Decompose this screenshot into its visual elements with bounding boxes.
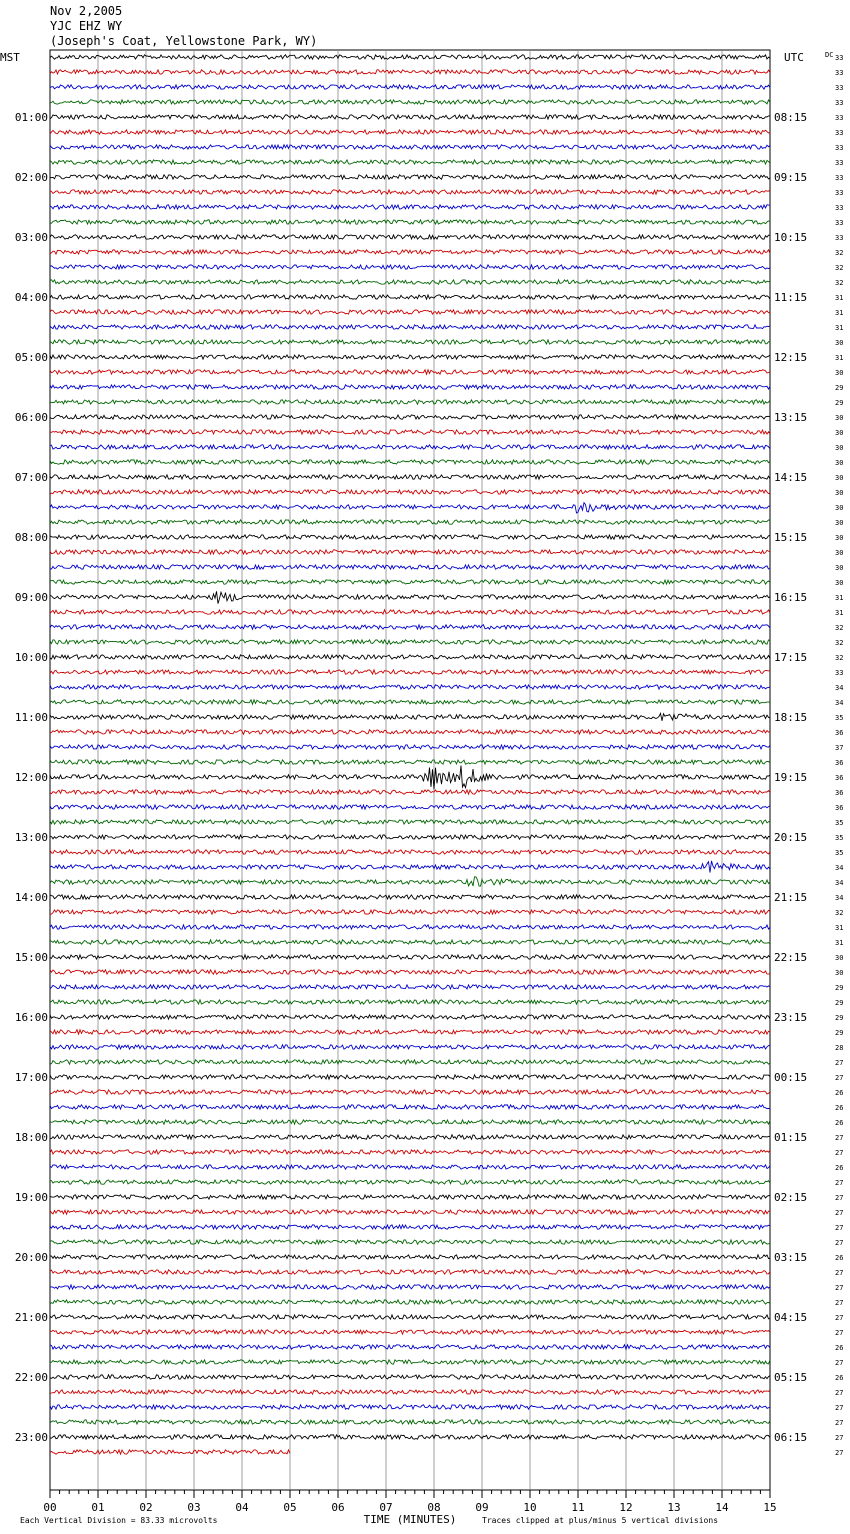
seismogram-trace bbox=[50, 1225, 770, 1229]
utc-hour-label: 09:15 bbox=[774, 171, 808, 184]
seismogram-trace bbox=[50, 1000, 770, 1004]
dc-offset-label: 30 bbox=[835, 459, 844, 467]
dc-offset-label: 34 bbox=[835, 864, 844, 872]
dc-offset-label: 30 bbox=[835, 444, 844, 452]
seismogram-trace bbox=[50, 670, 770, 674]
dc-offset-label: 34 bbox=[835, 879, 844, 887]
utc-axis-label: UTC bbox=[784, 51, 804, 64]
mst-hour-label: 19:00 bbox=[14, 1191, 48, 1204]
x-tick-label: 15 bbox=[763, 1501, 777, 1514]
dc-offset-label: 33 bbox=[835, 129, 844, 137]
x-tick-label: 10 bbox=[523, 1501, 537, 1514]
seismogram-trace bbox=[50, 130, 770, 134]
seismogram-trace bbox=[50, 490, 770, 494]
dc-offset-label: 29 bbox=[835, 1029, 844, 1037]
dc-offset-label: 30 bbox=[835, 339, 844, 347]
mst-hour-label: 23:00 bbox=[14, 1431, 48, 1444]
utc-hour-label: 20:15 bbox=[774, 831, 808, 844]
dc-offset-label: 33 bbox=[835, 159, 844, 167]
dc-offset-label: 33 bbox=[835, 174, 844, 182]
dc-offset-label: 30 bbox=[835, 564, 844, 572]
utc-hour-label: 00:15 bbox=[774, 1071, 808, 1084]
dc-offset-label: 31 bbox=[835, 939, 844, 947]
utc-hour-label: 21:15 bbox=[774, 891, 808, 904]
seismogram-trace bbox=[50, 235, 770, 239]
dc-offset-label: 29 bbox=[835, 399, 844, 407]
seismogram-trace bbox=[50, 1165, 770, 1169]
dc-offset-label: 30 bbox=[835, 579, 844, 587]
dc-offset-label: 30 bbox=[835, 474, 844, 482]
seismogram-trace bbox=[50, 415, 770, 419]
dc-offset-label: 30 bbox=[835, 504, 844, 512]
seismogram-trace bbox=[50, 1360, 770, 1364]
x-tick-label: 00 bbox=[43, 1501, 57, 1514]
dc-offset-label: 32 bbox=[835, 249, 844, 257]
dc-offset-label: 33 bbox=[835, 114, 844, 122]
dc-offset-label: 27 bbox=[835, 1224, 844, 1232]
seismogram-trace bbox=[50, 475, 770, 479]
utc-hour-label: 19:15 bbox=[774, 771, 808, 784]
seismogram-trace bbox=[50, 1405, 770, 1409]
dc-offset-label: 26 bbox=[835, 1119, 844, 1127]
dc-offset-label: 33 bbox=[835, 669, 844, 677]
seismogram-trace bbox=[50, 325, 770, 329]
dc-offset-label: 36 bbox=[835, 774, 844, 782]
dc-offset-label: 27 bbox=[835, 1419, 844, 1427]
mst-hour-label: 04:00 bbox=[14, 291, 48, 304]
x-tick-label: 13 bbox=[667, 1501, 681, 1514]
dc-offset-label: 32 bbox=[835, 624, 844, 632]
x-tick-label: 02 bbox=[139, 1501, 153, 1514]
dc-offset-label: 36 bbox=[835, 804, 844, 812]
dc-offset-label: 31 bbox=[835, 609, 844, 617]
seismogram-trace bbox=[50, 1240, 770, 1244]
location-label: (Joseph's Coat, Yellowstone Park, WY) bbox=[50, 34, 318, 48]
x-axis-label: TIME (MINUTES) bbox=[363, 1513, 457, 1526]
mst-axis-label: MST bbox=[0, 51, 20, 64]
mst-hour-label: 07:00 bbox=[14, 471, 48, 484]
x-tick-label: 01 bbox=[91, 1501, 105, 1514]
dc-offset-label: 32 bbox=[835, 264, 844, 272]
dc-offset-label: 34 bbox=[835, 894, 844, 902]
mst-hour-label: 21:00 bbox=[14, 1311, 48, 1324]
seismogram-trace bbox=[50, 503, 770, 513]
seismogram-trace bbox=[50, 1060, 770, 1064]
seismogram-trace bbox=[50, 970, 770, 974]
dc-offset-label: 33 bbox=[835, 69, 844, 77]
utc-hour-label: 15:15 bbox=[774, 531, 808, 544]
x-tick-label: 14 bbox=[715, 1501, 729, 1514]
dc-offset-label: 33 bbox=[835, 84, 844, 92]
dc-offset-label: 27 bbox=[835, 1314, 844, 1322]
dc-offset-label: 28 bbox=[835, 1044, 844, 1052]
dc-offset-label: 30 bbox=[835, 519, 844, 527]
dc-offset-label: 36 bbox=[835, 729, 844, 737]
seismogram-trace bbox=[50, 355, 770, 359]
dc-offset-label: 27 bbox=[835, 1074, 844, 1082]
dc-offset-label: 27 bbox=[835, 1194, 844, 1202]
seismogram-trace bbox=[50, 400, 770, 404]
dc-offset-label: 27 bbox=[835, 1359, 844, 1367]
seismogram-trace bbox=[50, 910, 770, 914]
seismogram-trace bbox=[50, 1150, 770, 1154]
seismogram-trace bbox=[50, 1075, 770, 1079]
dc-offset-label: 35 bbox=[835, 714, 844, 722]
seismogram-trace bbox=[50, 295, 770, 299]
seismogram-trace bbox=[50, 280, 770, 284]
seismogram-trace bbox=[50, 655, 770, 659]
mst-hour-label: 16:00 bbox=[14, 1011, 48, 1024]
seismogram-trace bbox=[50, 895, 770, 899]
utc-hour-label: 11:15 bbox=[774, 291, 808, 304]
seismogram-trace bbox=[50, 160, 770, 164]
mst-hour-label: 01:00 bbox=[14, 111, 48, 124]
dc-offset-label: 30 bbox=[835, 429, 844, 437]
utc-hour-label: 08:15 bbox=[774, 111, 808, 124]
dc-offset-label: 31 bbox=[835, 294, 844, 302]
dc-offset-label: 35 bbox=[835, 834, 844, 842]
seismogram-trace bbox=[50, 713, 770, 720]
mst-hour-label: 06:00 bbox=[14, 411, 48, 424]
mst-hour-label: 02:00 bbox=[14, 171, 48, 184]
mst-hour-label: 20:00 bbox=[14, 1251, 48, 1264]
seismogram-trace bbox=[50, 1015, 770, 1019]
seismogram-trace bbox=[50, 1090, 770, 1094]
x-tick-label: 09 bbox=[475, 1501, 489, 1514]
seismogram-trace bbox=[50, 625, 770, 629]
seismogram-trace bbox=[50, 85, 770, 89]
mst-hour-label: 18:00 bbox=[14, 1131, 48, 1144]
dc-offset-label: 33 bbox=[835, 219, 844, 227]
seismogram-trace bbox=[50, 745, 770, 749]
dc-offset-label: 32 bbox=[835, 279, 844, 287]
mst-hour-label: 22:00 bbox=[14, 1371, 48, 1384]
dc-offset-label: 35 bbox=[835, 819, 844, 827]
mst-hour-label: 11:00 bbox=[14, 711, 48, 724]
seismogram-trace bbox=[50, 445, 770, 449]
dc-offset-label: 27 bbox=[835, 1389, 844, 1397]
dc-offset-label: 27 bbox=[835, 1449, 844, 1457]
seismogram-trace bbox=[50, 805, 770, 809]
dc-offset-label: 33 bbox=[835, 99, 844, 107]
x-tick-label: 08 bbox=[427, 1501, 441, 1514]
utc-hour-label: 22:15 bbox=[774, 951, 808, 964]
utc-hour-label: 16:15 bbox=[774, 591, 808, 604]
seismogram-trace bbox=[50, 760, 770, 764]
dc-offset-label: 30 bbox=[835, 969, 844, 977]
seismogram-trace bbox=[50, 580, 770, 584]
dc-offset-label: 30 bbox=[835, 369, 844, 377]
x-tick-label: 07 bbox=[379, 1501, 393, 1514]
seismogram-trace bbox=[50, 265, 770, 269]
seismogram-trace bbox=[50, 610, 770, 614]
seismogram-trace bbox=[50, 766, 770, 790]
seismogram-trace bbox=[50, 1435, 770, 1439]
seismogram-trace bbox=[50, 1105, 770, 1109]
dc-offset-label: 26 bbox=[835, 1344, 844, 1352]
seismogram-trace bbox=[50, 1330, 770, 1334]
utc-hour-label: 12:15 bbox=[774, 351, 808, 364]
seismogram-trace bbox=[50, 1210, 770, 1214]
seismogram-trace bbox=[50, 1315, 770, 1319]
dc-offset-label: 32 bbox=[835, 639, 844, 647]
seismogram-trace bbox=[50, 685, 770, 689]
seismogram-trace bbox=[50, 985, 770, 989]
dc-label: DC bbox=[825, 51, 834, 59]
seismogram-trace bbox=[50, 535, 770, 539]
utc-hour-label: 18:15 bbox=[774, 711, 808, 724]
utc-hour-label: 03:15 bbox=[774, 1251, 808, 1264]
seismogram-trace bbox=[50, 1285, 770, 1289]
seismogram-trace bbox=[50, 175, 770, 179]
mst-hour-label: 08:00 bbox=[14, 531, 48, 544]
mst-hour-label: 13:00 bbox=[14, 831, 48, 844]
dc-offset-label: 33 bbox=[835, 144, 844, 152]
dc-offset-label: 29 bbox=[835, 984, 844, 992]
dc-offset-label: 27 bbox=[835, 1404, 844, 1412]
utc-hour-label: 14:15 bbox=[774, 471, 808, 484]
seismogram-trace bbox=[50, 205, 770, 209]
seismogram-trace bbox=[50, 835, 770, 839]
seismogram-trace bbox=[50, 1390, 770, 1394]
mst-hour-label: 15:00 bbox=[14, 951, 48, 964]
seismogram-trace bbox=[50, 310, 770, 314]
utc-hour-label: 23:15 bbox=[774, 1011, 808, 1024]
dc-offset-label: 27 bbox=[835, 1329, 844, 1337]
dc-offset-label: 34 bbox=[835, 684, 844, 692]
dc-offset-label: 26 bbox=[835, 1374, 844, 1382]
mst-hour-label: 09:00 bbox=[14, 591, 48, 604]
seismogram-trace bbox=[50, 940, 770, 944]
dc-offset-label: 29 bbox=[835, 999, 844, 1007]
utc-hour-label: 13:15 bbox=[774, 411, 808, 424]
x-tick-label: 11 bbox=[571, 1501, 585, 1514]
seismogram-trace bbox=[50, 640, 770, 644]
utc-hour-label: 01:15 bbox=[774, 1131, 808, 1144]
seismogram-trace bbox=[50, 850, 770, 854]
mst-hour-label: 03:00 bbox=[14, 231, 48, 244]
seismogram-trace bbox=[50, 1375, 770, 1379]
seismogram-trace bbox=[50, 220, 770, 224]
mst-hour-label: 17:00 bbox=[14, 1071, 48, 1084]
seismogram-trace bbox=[50, 591, 770, 603]
seismogram-trace bbox=[50, 790, 770, 794]
dc-offset-label: 31 bbox=[835, 309, 844, 317]
seismogram-trace bbox=[50, 955, 770, 959]
x-tick-label: 04 bbox=[235, 1501, 249, 1514]
seismogram-trace bbox=[50, 1120, 770, 1124]
mst-hour-label: 10:00 bbox=[14, 651, 48, 664]
dc-offset-label: 31 bbox=[835, 924, 844, 932]
dc-offset-label: 31 bbox=[835, 324, 844, 332]
dc-offset-label: 33 bbox=[835, 54, 844, 62]
seismogram-trace bbox=[50, 460, 770, 464]
mst-hour-label: 14:00 bbox=[14, 891, 48, 904]
seismogram-trace bbox=[50, 115, 770, 119]
dc-offset-label: 27 bbox=[835, 1209, 844, 1217]
seismogram-trace bbox=[50, 70, 770, 74]
dc-offset-label: 30 bbox=[835, 549, 844, 557]
dc-offset-label: 27 bbox=[835, 1179, 844, 1187]
seismogram-trace bbox=[50, 340, 770, 344]
dc-offset-label: 27 bbox=[835, 1269, 844, 1277]
dc-offset-label: 30 bbox=[835, 489, 844, 497]
seismogram-trace bbox=[50, 700, 770, 704]
seismogram-trace bbox=[50, 55, 770, 59]
x-tick-label: 05 bbox=[283, 1501, 297, 1514]
dc-offset-label: 34 bbox=[835, 699, 844, 707]
dc-offset-label: 31 bbox=[835, 594, 844, 602]
utc-hour-label: 06:15 bbox=[774, 1431, 808, 1444]
dc-offset-label: 29 bbox=[835, 384, 844, 392]
seismogram-trace bbox=[50, 730, 770, 734]
seismogram-trace bbox=[50, 1345, 770, 1349]
seismogram-trace bbox=[50, 820, 770, 824]
footer-clip-note: Traces clipped at plus/minus 5 vertical divisions bbox=[482, 1516, 719, 1525]
seismogram-trace bbox=[50, 1195, 770, 1199]
utc-hour-label: 10:15 bbox=[774, 231, 808, 244]
seismogram-trace bbox=[50, 385, 770, 389]
seismogram-trace bbox=[50, 190, 770, 194]
utc-hour-label: 04:15 bbox=[774, 1311, 808, 1324]
dc-offset-label: 27 bbox=[835, 1239, 844, 1247]
dc-offset-label: 26 bbox=[835, 1104, 844, 1112]
dc-offset-label: 32 bbox=[835, 654, 844, 662]
seismogram-trace bbox=[50, 1270, 770, 1274]
dc-offset-label: 26 bbox=[835, 1164, 844, 1172]
seismogram-trace bbox=[50, 520, 770, 524]
dc-offset-label: 36 bbox=[835, 789, 844, 797]
seismogram-trace bbox=[50, 925, 770, 929]
dc-offset-label: 33 bbox=[835, 189, 844, 197]
dc-offset-label: 26 bbox=[835, 1089, 844, 1097]
seismogram-trace bbox=[50, 1180, 770, 1184]
date-label: Nov 2,2005 bbox=[50, 4, 123, 18]
dc-offset-label: 27 bbox=[835, 1134, 844, 1142]
dc-offset-label: 26 bbox=[835, 1254, 844, 1262]
seismogram-trace bbox=[50, 430, 770, 434]
x-tick-label: 12 bbox=[619, 1501, 633, 1514]
dc-offset-label: 29 bbox=[835, 1014, 844, 1022]
seismogram-trace bbox=[50, 145, 770, 149]
seismogram-trace bbox=[50, 861, 770, 873]
dc-offset-label: 27 bbox=[835, 1149, 844, 1157]
seismogram-trace bbox=[50, 1030, 770, 1034]
dc-offset-label: 27 bbox=[835, 1284, 844, 1292]
seismogram-trace bbox=[50, 565, 770, 569]
seismogram-trace bbox=[50, 1255, 770, 1259]
mst-hour-label: 05:00 bbox=[14, 351, 48, 364]
dc-offset-label: 33 bbox=[835, 234, 844, 242]
dc-offset-label: 27 bbox=[835, 1434, 844, 1442]
dc-offset-label: 31 bbox=[835, 354, 844, 362]
seismogram-trace bbox=[50, 1135, 770, 1139]
seismogram-trace bbox=[50, 1450, 290, 1454]
dc-offset-label: 30 bbox=[835, 414, 844, 422]
station-label: YJC EHZ WY bbox=[50, 19, 123, 33]
dc-offset-label: 30 bbox=[835, 954, 844, 962]
utc-hour-label: 02:15 bbox=[774, 1191, 808, 1204]
dc-offset-label: 37 bbox=[835, 744, 844, 752]
footer-scale-note: Each Vertical Division = 83.33 microvolts bbox=[20, 1516, 218, 1525]
seismogram-trace bbox=[50, 1300, 770, 1304]
seismogram-trace bbox=[50, 550, 770, 554]
seismogram-trace bbox=[50, 877, 770, 886]
x-tick-label: 03 bbox=[187, 1501, 201, 1514]
seismogram-trace bbox=[50, 1420, 770, 1424]
seismogram-trace bbox=[50, 100, 770, 104]
dc-offset-label: 30 bbox=[835, 534, 844, 542]
x-tick-label: 06 bbox=[331, 1501, 345, 1514]
seismogram-trace bbox=[50, 250, 770, 254]
dc-offset-label: 36 bbox=[835, 759, 844, 767]
dc-offset-label: 35 bbox=[835, 849, 844, 857]
dc-offset-label: 33 bbox=[835, 204, 844, 212]
dc-offset-label: 32 bbox=[835, 909, 844, 917]
mst-hour-label: 12:00 bbox=[14, 771, 48, 784]
utc-hour-label: 05:15 bbox=[774, 1371, 808, 1384]
seismogram-trace bbox=[50, 370, 770, 374]
dc-offset-label: 27 bbox=[835, 1059, 844, 1067]
dc-offset-label: 27 bbox=[835, 1299, 844, 1307]
seismogram-trace bbox=[50, 1045, 770, 1049]
utc-hour-label: 17:15 bbox=[774, 651, 808, 664]
